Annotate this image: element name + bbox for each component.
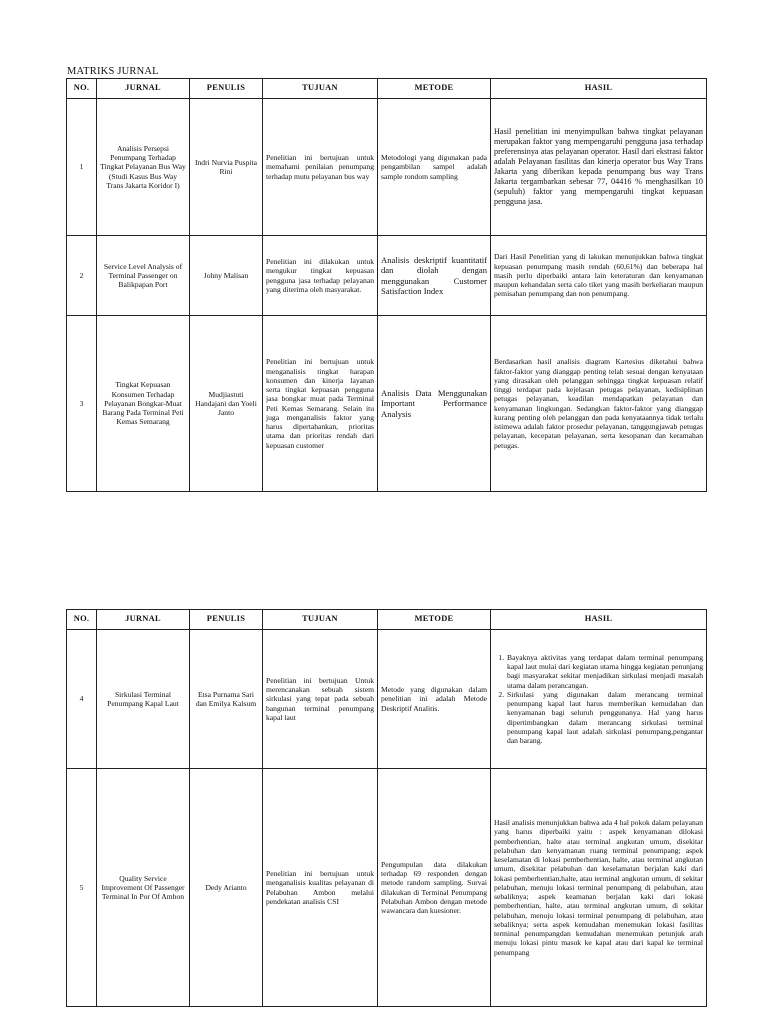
cell-tujuan: Penelitian ini bertujuan untuk memahami penilaian penumpang terhadap mutu pelayanan bus way xyxy=(263,99,378,236)
cell-no: 4 xyxy=(67,630,97,769)
table-row xyxy=(67,769,707,1007)
cell-tujuan: Penelitian ini bertujuan untuk menganalisis tingkat harapan konsumen dan kinerja layanan serta tingkat kepuasan pengguna jasa bongkar muat pada Terminal Peti Kemas Semarang. Selain itu juga menganalisis faktor yang harus dipertahankan, prioritas utama dan prioritas rendah dari kepuasan customer xyxy=(263,316,378,492)
cell-penulis: Johny Malisan xyxy=(190,236,263,316)
cell-penulis: Mudjiastuti Handajani dan Yoeli Janto xyxy=(190,316,263,492)
cell-metode: Pengumpulan data dilakukan terhadap 69 responden dengan metode random sampling. Survai dilakukan di Terminal Penumpang Pelabuhan Ambon dengan metode wawancara dan kuesioner. xyxy=(378,769,491,1007)
cell-penulis: Dedy Arianto xyxy=(190,769,263,1007)
header-metode: METODE xyxy=(378,610,491,630)
cell-penulis: Indri Nurvia Puspita Rini xyxy=(190,99,263,236)
cell-hasil: Dari Hasil Penelitian yang di lakukan menunjukkan bahwa tingkat kepuasan penumpang masih rendah (60,61%) dan beberapa hal masih perlu diperbaiki antara lain keteraturan dan kenyamanan maupun kehandalan serta calo tiket yang masih berkeliaran maupun pemisahan penumpang dan non penumpang. xyxy=(491,236,707,316)
header-penulis: PENULIS xyxy=(190,79,263,99)
cell-tujuan: Penelitian ini bertujuan Untuk merencanakan sebuah sistem sirkulasi yang tepat pada sebuah bangunan terminal penumpang kapal laut xyxy=(263,630,378,769)
cell-metode: Metode yang digunakan dalam penelitian ini adalah Metode Deskriptif Analitis. xyxy=(378,630,491,769)
cell-no: 1 xyxy=(67,99,97,236)
cell-no: 2 xyxy=(67,236,97,316)
cell-jurnal: Analisis Persepsi Penumpang Terhadap Tingkat Pelayanan Bus Way (Studi Kasus Bus Way Trans Jakarta Koridor I) xyxy=(97,99,190,236)
list-item: 1. Bayaknya aktivitas yang terdapat dalam terminal penumpang kapal laut mulai dari kegiatan utama hingga kegiatan penunjang bagi masyarakat sekitar menjadikan sirkulasi menjadi masalah utama dalam perancangan. xyxy=(506,653,703,690)
cell-tujuan: Penelitian ini bertujuan untuk menganalisis kualitas pelayanan di Pelabuhan Ambon melalui pendekatan analisis CSI xyxy=(263,769,378,1007)
table-header-row xyxy=(67,610,707,630)
header-no: NO. xyxy=(67,610,97,630)
cell-hasil: Hasil penelitian ini menyimpulkan bahwa tingkat pelayanan merupakan faktor yang mempengaruhi pengguna jasa terhadap preferensinya atas pelayanan operator. Hasil dari ekstrasi faktor adalah Pelayanan fasilitas dan kinerja operator bus Way Trans Jakarta yang diberikan kepada penumpang bus way Trans Jakarta tergambarkan sebesar 77, 04416 % menghasilkan 10 (sepuluh) faktor yang mempengaruhi tingkat kepuasan pengguna jasa. xyxy=(491,99,707,236)
cell-metode: Analisis Data Menggunakan Important Performance Analysis xyxy=(378,316,491,492)
header-jurnal: JURNAL xyxy=(97,610,190,630)
header-penulis: PENULIS xyxy=(190,610,263,630)
cell-jurnal: Quality Service Improvement Of Passenger Terminal In Por Of Ambon xyxy=(97,769,190,1007)
cell-hasil: Berdasarkan hasil analisis diagram Kartesius diketahui bahwa faktor-faktor yang dianggap penting telah sesuai dengan kenyataan yang dirasakan oleh pelanggan sehingga tingkat kepuasan relatif tinggi terdapat pada kejelasan petugas pelayanan, kedisiplinan petugas pelayanan, keadilan mendapatkan pelayanan dan kenyamanan lingkungan. Sedangkan faktor-faktor yang dianggap kurang penting oleh pelanggan dan pada kenyataannya tidak terlalu istimewa adalah faktor prosedur pelayanan, tanggungjawab petugas pelayanan, kecepatan pelayanan, serta kesopanan dan keramahan petugas. xyxy=(491,316,707,492)
cell-metode: Metodologi yang digunakan pada pengambilan sampel adalah sample rondom sampling xyxy=(378,99,491,236)
table-header-row xyxy=(67,79,707,99)
journal-matrix-table-continued xyxy=(66,609,707,1007)
table-row xyxy=(67,630,707,769)
cell-no: 5 xyxy=(67,769,97,1007)
cell-tujuan: Penelitian ini dilakukan untuk mengukur tingkat kepuasan pengguna jasa terhadap pelayanan yang diterima oleh masyarakat. xyxy=(263,236,378,316)
cell-hasil: Hasil analisis menunjukkan bahwa ada 4 hal pokok dalam pelayanan yang harus diperbaiki yaitu : aspek kenyamanan dilokasi pemberhentian, halte atau terminal angkutan umum, disekitar pelabuhan dan kenyamanan ruang terminal penumpang; aspek keselamatan di lokasi pemberhentian, halte, atau terminal angkutan umum, disekitar pelabuhan dan keselamatan berjalan kaki dari lokasi pemberhentian,halte, atau terminal angkutan umum, di sekitar pelabuhan, menuju lokasi terminal penumpang di pelabuhan, atau sebaliknya; aspek keamanan berjalan kaki dari lokasi pemberhentian, halte, atau terminal angkutan umum, di sekitar pelabuhan, menuju lokasi terminal penumpang di pelabuhan, atau sebaliknya; serta aspek kemudahan menemukan lokasi fasilitas terminal penumpangdan kemudahan menemukan petunjuk arah menuju lokasi pintu masuk ke kapal atau dari kapal ke terminal penumpang xyxy=(491,769,707,1007)
header-tujuan: TUJUAN xyxy=(263,610,378,630)
header-jurnal: JURNAL xyxy=(97,79,190,99)
table-row xyxy=(67,316,707,492)
hasil-list xyxy=(494,653,703,746)
cell-no: 3 xyxy=(67,316,97,492)
cell-jurnal: Tingkat Kepuasan Konsumen Terhadap Pelayanan Bongkar-Muat Barang Pada Terminal Peti Kemas Semarang xyxy=(97,316,190,492)
cell-metode: Analisis deskriptif kuantitatif dan diolah dengan menggunakan Customer Satisfaction Index xyxy=(378,236,491,316)
header-metode: METODE xyxy=(378,79,491,99)
header-no: NO. xyxy=(67,79,97,99)
list-item: 2. Sirkulasi yang digunakan dalam merancang terminal penumpang kapal laut harus memberikan kemudahan dan kenyamanan bagi seluruh penggunanya. Hal yang harus dipertimbangkan dalam merancang sirkulasi terminal penumpang kapal laut adalah sirkulasi penumpang,pengantar dan barang. xyxy=(506,690,703,746)
page-title: MATRIKS JURNAL xyxy=(67,66,159,77)
table-row xyxy=(67,236,707,316)
journal-matrix-table xyxy=(66,78,707,492)
header-hasil: HASIL xyxy=(491,610,707,630)
cell-hasil xyxy=(491,630,707,769)
table-row xyxy=(67,99,707,236)
header-tujuan: TUJUAN xyxy=(263,79,378,99)
cell-jurnal: Sirkulasi Terminal Penumpang Kapal Laut xyxy=(97,630,190,769)
header-hasil: HASIL xyxy=(491,79,707,99)
cell-penulis: Etsa Purnama Sari dan Emilya Kalsum xyxy=(190,630,263,769)
cell-jurnal: Service Level Analysis of Terminal Passenger on Balikpapan Port xyxy=(97,236,190,316)
